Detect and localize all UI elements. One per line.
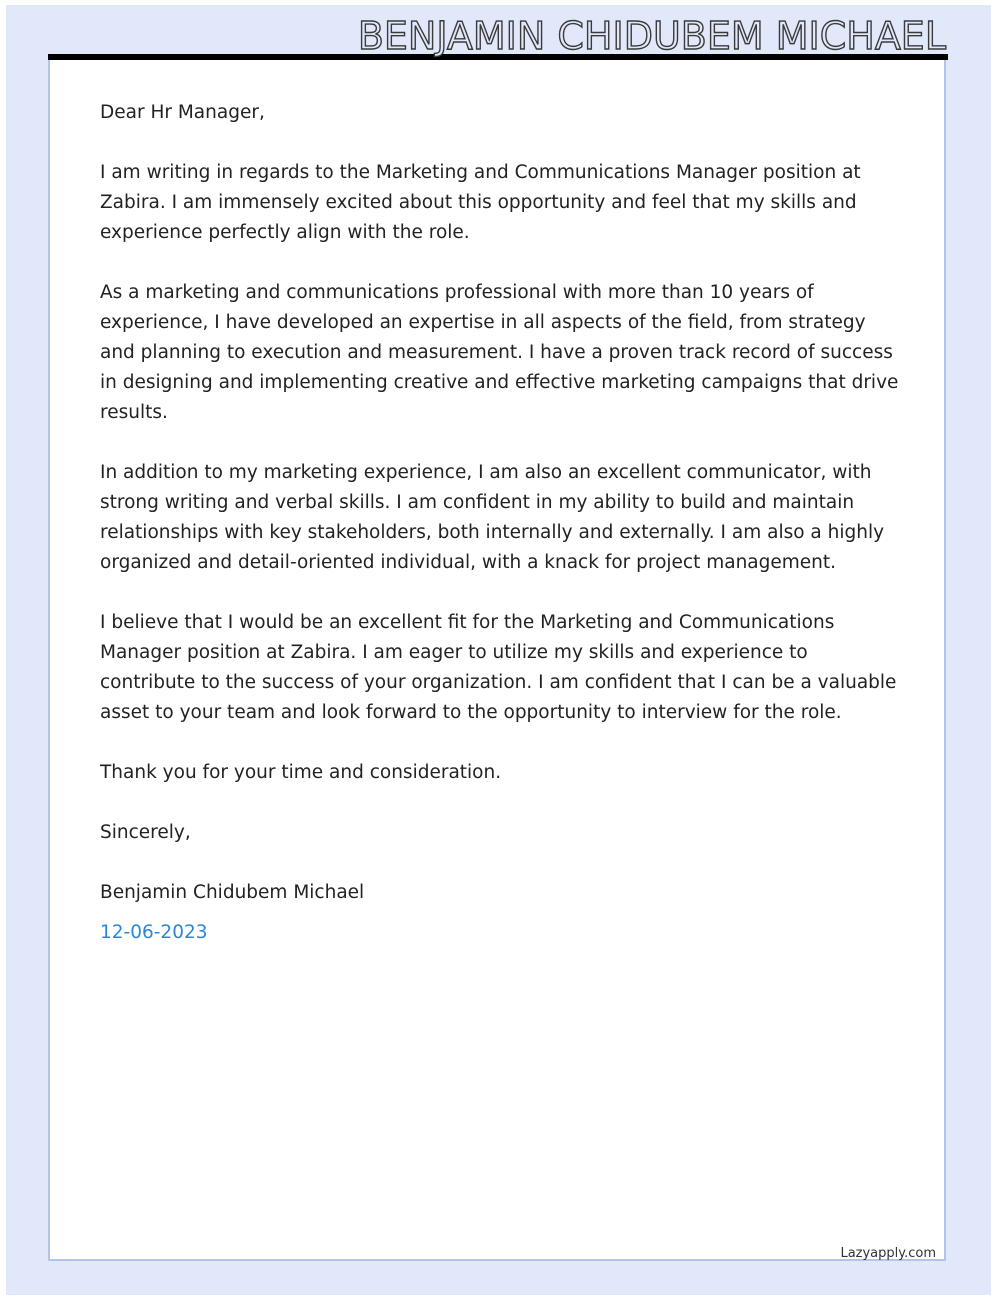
paragraph-4: I believe that I would be an excellent fit for the Marketing and Communications Manager position at Zabira. I am eager to utilize my skills and experience to contribute to the success of your organization. I am confident that I can be a valuable asset to your team and look forward to the opportunity to interview for the role. [100,612,897,723]
salutation: Dear Hr Manager, [100,102,265,123]
paragraph-2: As a marketing and communications professional with more than 10 years of experience, I have developed an expertise in all aspects of the field, from strategy and planning to execution and measurement. I have a proven track record of success in designing and implementing creative and effective marketing campaigns that drive results. [100,282,899,423]
cover-letter-body [100,98,900,978]
sign-off: Sincerely, [100,822,191,843]
paragraph-1: I am writing in regards to the Marketing and Communications Manager position at Zabira. I am immensely excited about this opportunity and feel that my skills and experience perfectly align with the role. [100,162,861,243]
signature-name: Benjamin Chidubem Michael [100,882,365,903]
closing-thanks: Thank you for your time and consideration. [100,762,502,783]
watermark-text: Lazyapply.com [840,1246,936,1261]
applicant-name-heading: BENJAMIN CHIDUBEM MICHAEL [357,14,946,58]
paragraph-3: In addition to my marketing experience, I am also an excellent communicator, with strong writing and verbal skills. I am confident in my ability to build and maintain relationships with key stakeholders, both internally and externally. I am also a highly organized and detail-oriented individual, with a knack for project management. [100,462,885,573]
letter-date: 12-06-2023 [100,922,208,943]
